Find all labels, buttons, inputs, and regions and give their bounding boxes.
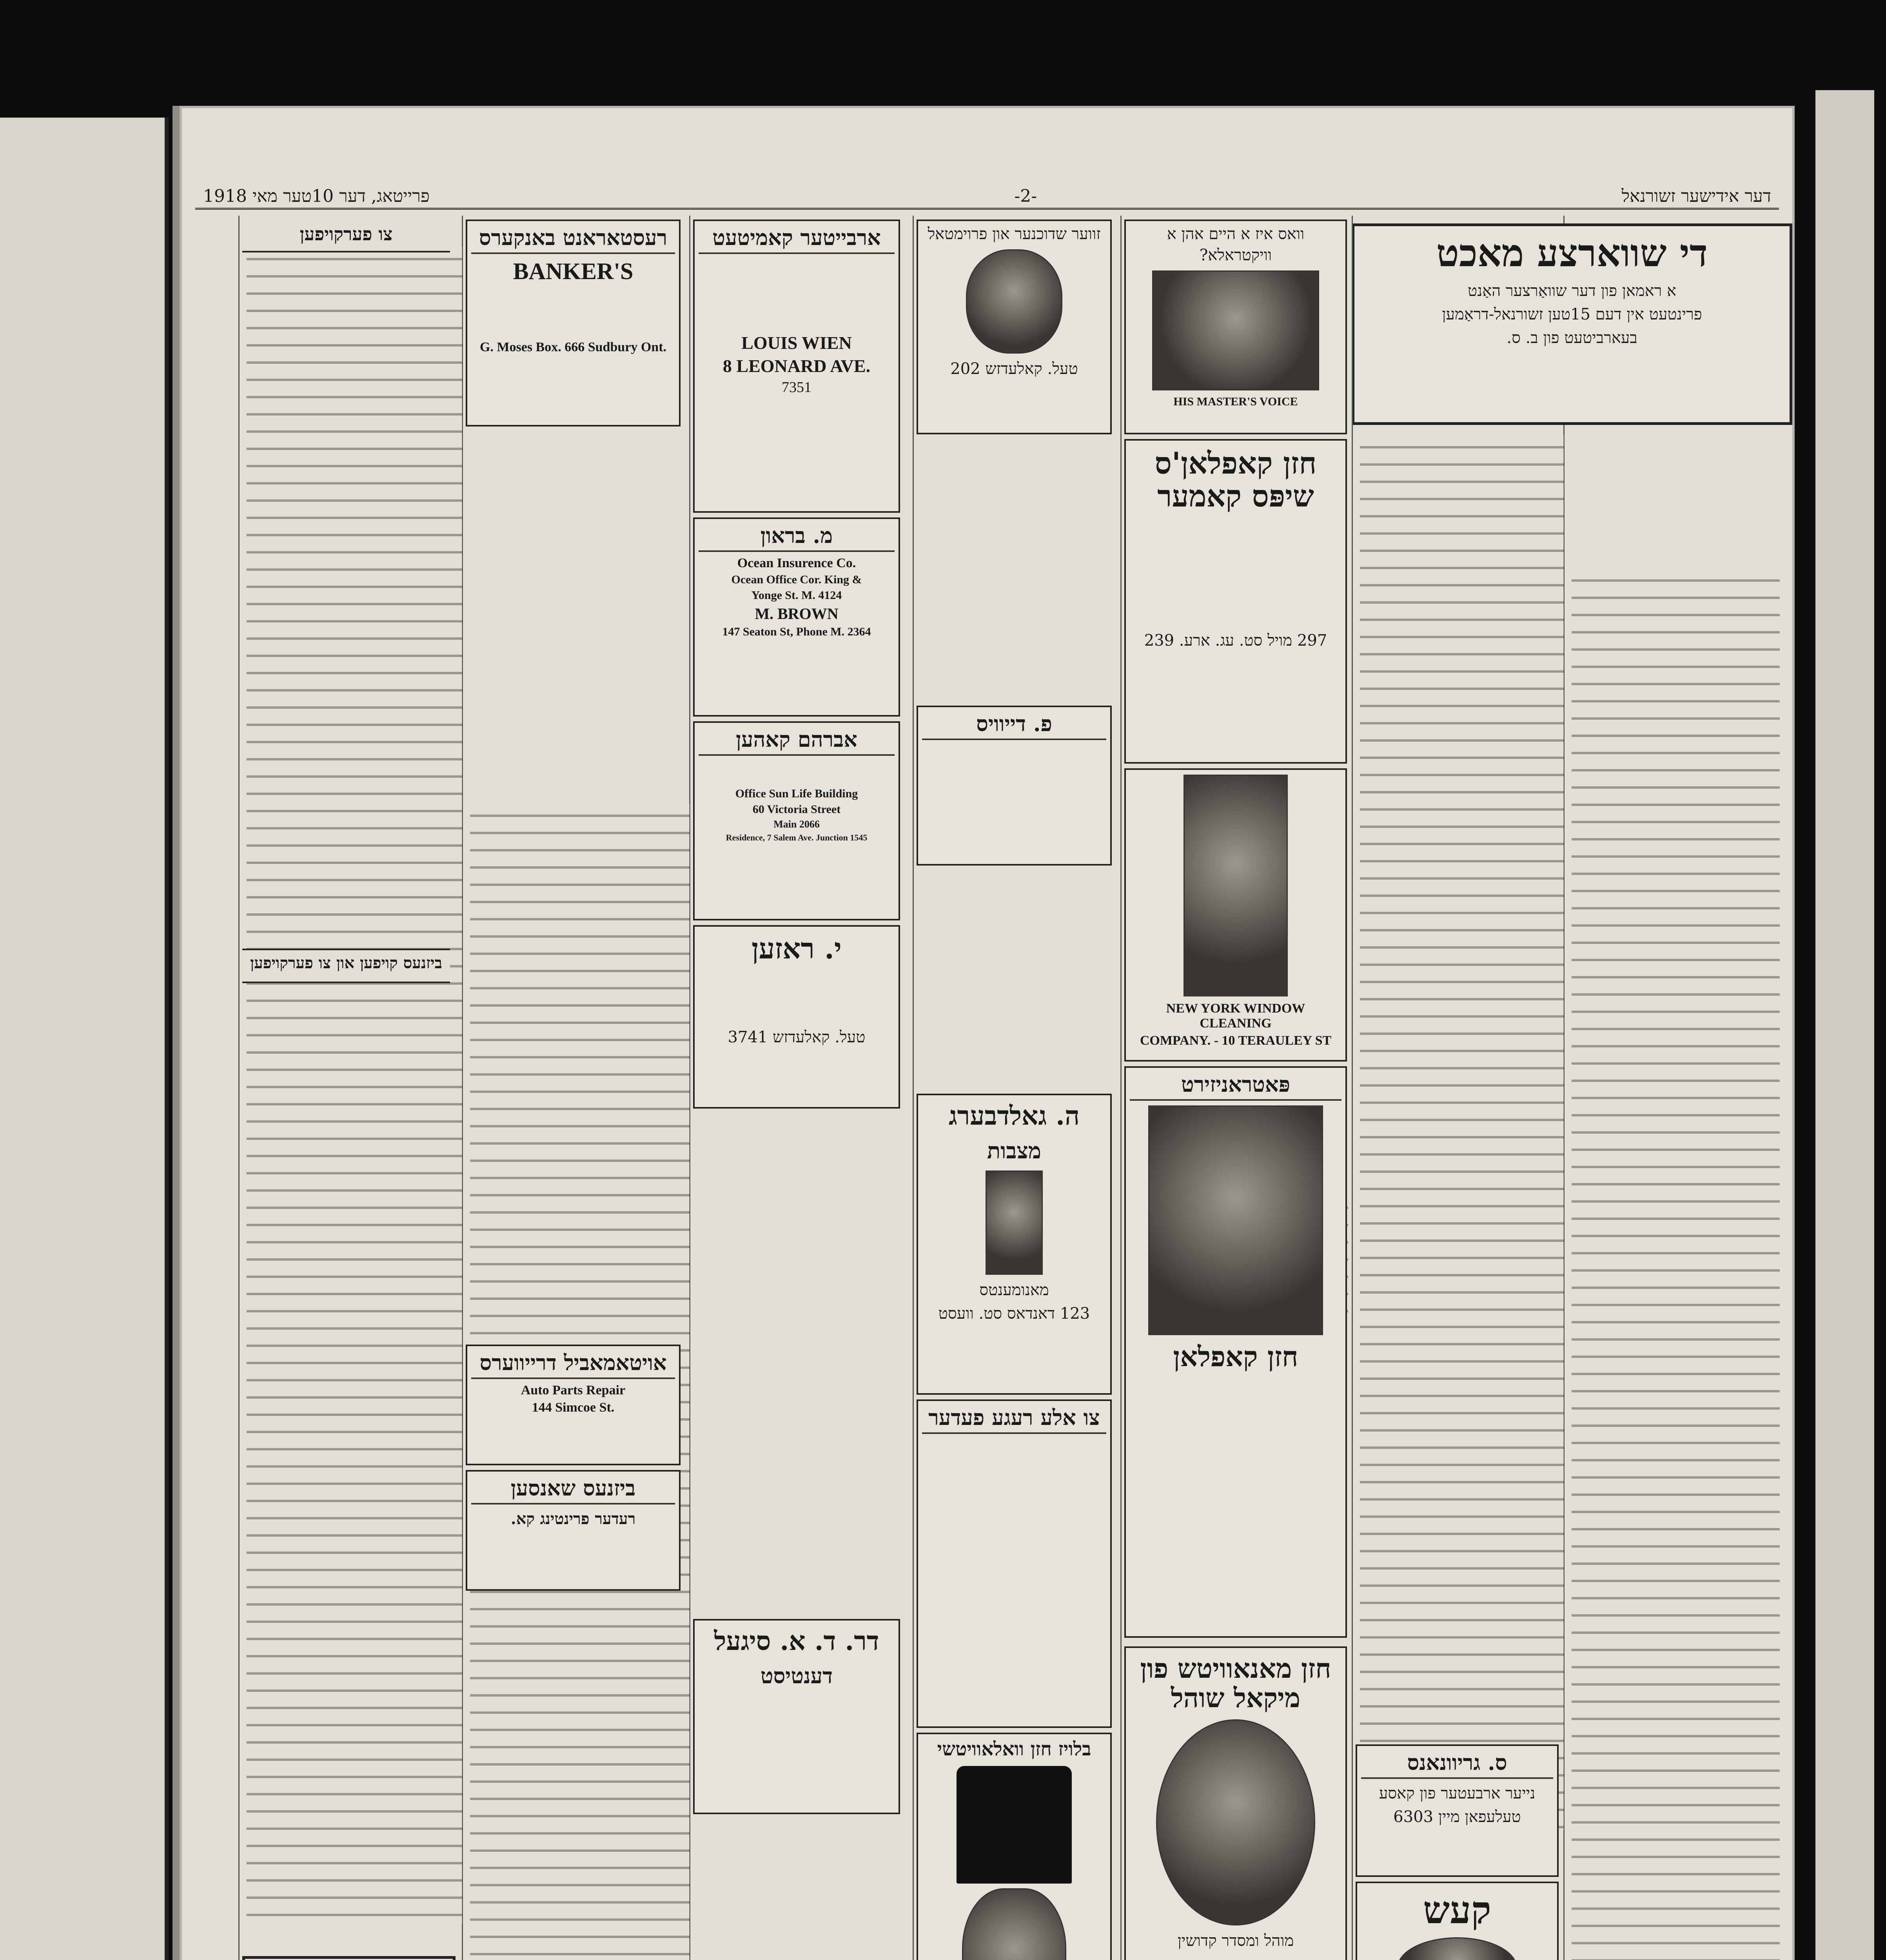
victor-slogan: HIS MASTER'S VOICE bbox=[1173, 395, 1298, 408]
column-7 bbox=[238, 216, 469, 1960]
louis-wien-title: ארבייטער קאמיטעט bbox=[699, 225, 895, 254]
left-edge-page bbox=[0, 118, 169, 1960]
bergnatnz-line: נייער ארבעטער פון קאסע bbox=[1379, 1784, 1536, 1802]
cohen-line3: Main 2066 bbox=[773, 818, 820, 830]
ad-wholesale bbox=[917, 220, 1112, 434]
ad-louis-wien bbox=[693, 220, 900, 513]
parts-latin2: 144 Simcoe St. bbox=[532, 1400, 615, 1415]
cohen-line4: Residence, 7 Salem Ave. Junction 1545 bbox=[726, 833, 868, 842]
manevitch-portrait bbox=[1156, 1719, 1315, 1926]
rosen-phone: טעל. קאלעדזש 3741 bbox=[728, 1028, 866, 1047]
louis-wien-phone: 7351 bbox=[782, 379, 811, 396]
column-7-text bbox=[247, 247, 462, 1925]
window-cleaning-line1: NEW YORK WINDOW CLEANING bbox=[1166, 1001, 1305, 1031]
rosen-name: י. ראזען bbox=[751, 932, 842, 965]
business-title: ביזנעס שאנסען bbox=[471, 1475, 675, 1504]
moses-latin: BANKER'S bbox=[513, 258, 634, 284]
kaplan-records-address: 297 מויל סט. עג. ארע. 239 bbox=[1144, 632, 1327, 650]
cohen-line2: 60 Victoria Street bbox=[752, 803, 841, 816]
kesh-headline: קעש bbox=[1423, 1888, 1491, 1932]
schwartz-sub2: פרינטעט אין דעם 15טען זשורנאל-דראַמען bbox=[1442, 305, 1702, 323]
victor-title: וואס איז א היים אהן א וויקטראלא? bbox=[1167, 225, 1305, 264]
cohen-name: אברהם קאהען bbox=[699, 727, 895, 756]
cantor-kaplan-caption: חזן קאפלאן bbox=[1173, 1340, 1298, 1373]
manevitch-caption: מוהל ומסדר קדושין bbox=[1177, 1931, 1294, 1950]
ad-window-cleaning bbox=[1124, 768, 1347, 1062]
cantor-kaplan-label: פּאטראניזירט bbox=[1130, 1072, 1341, 1101]
column-1 bbox=[1563, 216, 1787, 1960]
ad-dallins bbox=[242, 1956, 456, 1960]
wolowitz-portrait bbox=[962, 1888, 1066, 1960]
schwartz-sub1: א ראמאן פון דער שוואַרצער האַנט bbox=[1468, 281, 1676, 300]
column-1-text bbox=[1572, 568, 1780, 1960]
siegel-name: דר. ד. א. סיגעל bbox=[714, 1626, 879, 1656]
bergnatnz-phone: טעלעפאן מיין 6303 bbox=[1393, 1808, 1521, 1826]
goldberg-line2: מאנומענטס bbox=[979, 1281, 1049, 1299]
monument-image bbox=[986, 1171, 1043, 1275]
moses-title: רעסטאראנט באנקערס bbox=[471, 225, 675, 254]
top-hat-image bbox=[957, 1766, 1072, 1884]
ring-image bbox=[1397, 1937, 1517, 1960]
schwartz-headline: די שווארצע מאכט bbox=[1436, 231, 1708, 275]
bergnatnz-name: ס. גריוונאנס bbox=[1361, 1750, 1553, 1779]
cantor-kaplan-portrait bbox=[1148, 1105, 1323, 1335]
ad-kaplan-records bbox=[1124, 439, 1347, 764]
window-cleaner-image bbox=[1184, 775, 1288, 996]
column-2-text bbox=[1360, 435, 1564, 1831]
brown-line5: 147 Seaton St, Phone M. 2364 bbox=[722, 625, 871, 638]
siegel-title: דענטיסט bbox=[760, 1663, 833, 1688]
ad-cohen bbox=[693, 721, 900, 920]
goldberg-name: ה. גאלדבערג bbox=[948, 1100, 1080, 1131]
brown-line1: Ocean Insurence Co. bbox=[737, 556, 856, 570]
brown-line3: Yonge St. M. 4124 bbox=[751, 589, 842, 602]
newspaper-page bbox=[172, 106, 1795, 1960]
manevitch-headline: חזן מאנאוויטש פון מיקאל שוהל bbox=[1140, 1653, 1331, 1714]
chuk-title: צו אלע רעגע פעדער bbox=[922, 1405, 1106, 1434]
schwartz-sub3: בעארביטעט פון ב. ס. bbox=[1507, 328, 1637, 347]
ad-goldberg bbox=[917, 1094, 1112, 1395]
masthead-date: פרייטאג, דער 10טער מאי 1918 bbox=[203, 186, 430, 206]
page-number: -2- bbox=[1014, 186, 1037, 206]
ad-manevitch bbox=[1124, 1646, 1347, 1960]
ad-parts bbox=[466, 1345, 681, 1465]
ad-victor bbox=[1124, 220, 1347, 434]
ad-brown bbox=[693, 517, 900, 717]
ad-wolowitz bbox=[917, 1733, 1112, 1960]
woman-portrait bbox=[966, 249, 1062, 354]
ad-weiner bbox=[917, 706, 1112, 866]
wholesale-title: זווער שדוכנער און פרוימטאל bbox=[928, 225, 1101, 243]
ad-rosen bbox=[693, 925, 900, 1109]
cohen-line1: Office Sun Life Building bbox=[735, 787, 858, 800]
ad-kesh bbox=[1356, 1882, 1559, 1960]
running-head bbox=[195, 184, 1779, 210]
goldberg-line1: מצבות bbox=[987, 1138, 1041, 1164]
brown-line4: M. BROWN bbox=[755, 605, 839, 622]
moses-address: G. Moses Box. 666 Sudbury Ont. bbox=[479, 340, 667, 354]
wolowitz-headline: בלויז חזן וואלאוויטשי bbox=[937, 1738, 1091, 1760]
rooms-title: ביזנעס קויפען און צו פערקויפען bbox=[250, 954, 442, 972]
goldberg-address: 123 דאנדאס סט. וועסט bbox=[938, 1305, 1090, 1323]
weiner-name: פ. דייוויס bbox=[922, 711, 1106, 740]
louis-wien-line2: 8 LEONARD AVE. bbox=[722, 356, 871, 376]
rooms-header bbox=[242, 949, 450, 983]
wanted-title: צו פערקויפען bbox=[300, 223, 393, 245]
ad-chuk bbox=[917, 1399, 1112, 1728]
wholesale-phone: טעל. קאלעדזש 202 bbox=[950, 360, 1078, 378]
ad-business bbox=[466, 1470, 681, 1591]
brown-line2: Ocean Office Cor. King & bbox=[731, 573, 862, 586]
weinstein-title: רעדער פרינטינג קא. bbox=[510, 1510, 636, 1528]
brown-name: מ. בראון bbox=[699, 523, 895, 552]
ad-bergnatnz bbox=[1356, 1744, 1559, 1877]
column-2 bbox=[1352, 216, 1571, 1960]
gramophone-dog-image bbox=[1152, 270, 1319, 390]
louis-wien-line1: LOUIS WIEN bbox=[741, 333, 852, 353]
ad-cantor-kaplan bbox=[1124, 1066, 1347, 1638]
wanted-header bbox=[242, 220, 450, 252]
column-6 bbox=[462, 216, 697, 1960]
right-edge-pages bbox=[1815, 90, 1874, 1960]
kaplan-records-headline: חזן קאפלאן'ס שיפּס קאמער bbox=[1154, 446, 1317, 514]
parts-latin1: Auto Parts Repair bbox=[521, 1383, 626, 1397]
ad-moses bbox=[466, 220, 681, 426]
parts-title: אויטאמאביל דרייווערס bbox=[471, 1350, 675, 1379]
window-cleaning-line2: COMPANY. - 10 TERAULEY ST bbox=[1140, 1033, 1332, 1048]
masthead-title: דער אידישער זשורנאל bbox=[1621, 186, 1771, 206]
ad-siegel bbox=[693, 1619, 900, 1814]
